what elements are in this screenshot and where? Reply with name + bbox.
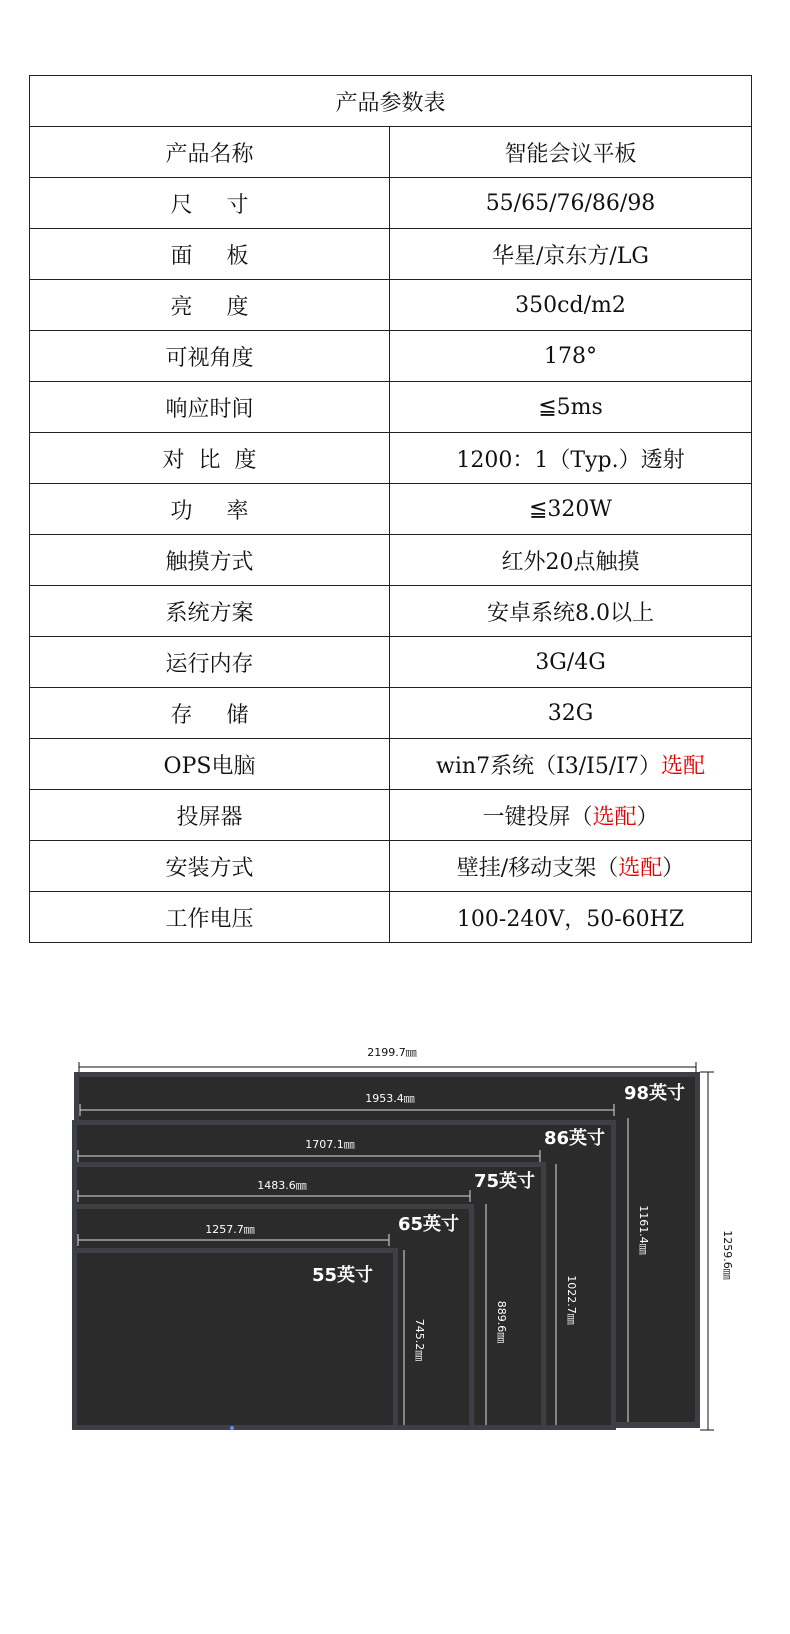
size-label-86: 86英寸 bbox=[544, 1128, 606, 1149]
value-text: 一键投屏（ bbox=[482, 804, 593, 830]
value-text: win7系统（I3/I5/I7） bbox=[436, 753, 661, 779]
table-row bbox=[30, 331, 752, 382]
width-label-86: 1707.1㎜ bbox=[305, 1138, 355, 1151]
row-label: 可视角度 bbox=[30, 331, 390, 382]
row-label: 运行内存 bbox=[30, 637, 390, 688]
row-value: 178° bbox=[390, 331, 752, 382]
width-label-65: 1257.7㎜ bbox=[205, 1223, 255, 1236]
value-suffix: ） bbox=[636, 804, 659, 830]
row-label: 产品名称 bbox=[30, 127, 390, 178]
row-label: 亮度 bbox=[30, 280, 390, 331]
size-label-75: 75英寸 bbox=[474, 1171, 536, 1192]
width-label-98: 1953.4㎜ bbox=[365, 1092, 415, 1105]
optional-tag: 选配 bbox=[618, 855, 663, 881]
size-label-98: 98英寸 bbox=[624, 1083, 686, 1104]
value-suffix: ） bbox=[662, 855, 685, 881]
table-row bbox=[30, 535, 752, 586]
row-value: 3G/4G bbox=[390, 637, 752, 688]
row-label: 系统方案 bbox=[30, 586, 390, 637]
row-label: 安装方式 bbox=[30, 841, 390, 892]
row-value: 32G bbox=[390, 688, 752, 739]
size-label-55: 55英寸 bbox=[312, 1265, 374, 1286]
table-row bbox=[30, 178, 752, 229]
table-row bbox=[30, 484, 752, 535]
table-row bbox=[30, 229, 752, 280]
table-row bbox=[30, 637, 752, 688]
row-value-mixed bbox=[390, 790, 752, 841]
total-width-dimension bbox=[79, 1062, 696, 1072]
spec-table bbox=[29, 75, 752, 943]
row-label: 工作电压 bbox=[30, 892, 390, 943]
table-title-row bbox=[30, 76, 752, 127]
row-label: 投屏器 bbox=[30, 790, 390, 841]
optional-tag: 选配 bbox=[592, 804, 637, 830]
row-label: 存储 bbox=[30, 688, 390, 739]
row-label: 响应时间 bbox=[30, 382, 390, 433]
size-label-65: 65英寸 bbox=[398, 1214, 460, 1235]
row-label: 对比度 bbox=[30, 433, 390, 484]
width-label-75: 1483.6㎜ bbox=[257, 1179, 307, 1192]
row-value: ≦5ms bbox=[390, 382, 752, 433]
row-label: 触摸方式 bbox=[30, 535, 390, 586]
table-row bbox=[30, 790, 752, 841]
row-label: 面板 bbox=[30, 229, 390, 280]
size-comparison-diagram bbox=[0, 1046, 790, 1500]
row-value: 智能会议平板 bbox=[390, 127, 752, 178]
row-value: ≦320W bbox=[390, 484, 752, 535]
row-label: 功率 bbox=[30, 484, 390, 535]
row-value: 1200：1（Typ.）透射 bbox=[390, 433, 752, 484]
total-width-label: 2199.7㎜ bbox=[367, 1046, 417, 1059]
table-title: 产品参数表 bbox=[30, 76, 752, 127]
table-row bbox=[30, 586, 752, 637]
table-row bbox=[30, 739, 752, 790]
row-value: 红外20点触摸 bbox=[390, 535, 752, 586]
table-row bbox=[30, 433, 752, 484]
row-value: 安卓系统8.0以上 bbox=[390, 586, 752, 637]
optional-tag: 选配 bbox=[660, 753, 705, 779]
table-row bbox=[30, 841, 752, 892]
table-row bbox=[30, 280, 752, 331]
row-value: 55/65/76/86/98 bbox=[390, 178, 752, 229]
total-height-label: 1259.6㎜ bbox=[721, 1230, 734, 1280]
total-height-dimension bbox=[700, 1072, 714, 1430]
table-row bbox=[30, 892, 752, 943]
height-label-75: 889.6㎜ bbox=[495, 1300, 508, 1344]
height-label-86: 1022.7㎜ bbox=[565, 1275, 578, 1325]
table-row bbox=[30, 688, 752, 739]
row-value: 华星/京东方/LG bbox=[390, 229, 752, 280]
value-text: 壁挂/移动支架（ bbox=[456, 855, 619, 881]
height-label-98: 1161.4㎜ bbox=[637, 1205, 650, 1255]
row-value-mixed bbox=[390, 841, 752, 892]
row-label: 尺寸 bbox=[30, 178, 390, 229]
row-value: 350cd/m2 bbox=[390, 280, 752, 331]
row-label: OPS电脑 bbox=[30, 739, 390, 790]
table-row bbox=[30, 382, 752, 433]
row-value: 100-240V，50-60HZ bbox=[390, 892, 752, 943]
table-row bbox=[30, 127, 752, 178]
height-label-65: 745.2㎜ bbox=[413, 1318, 426, 1362]
row-value-mixed bbox=[390, 739, 752, 790]
